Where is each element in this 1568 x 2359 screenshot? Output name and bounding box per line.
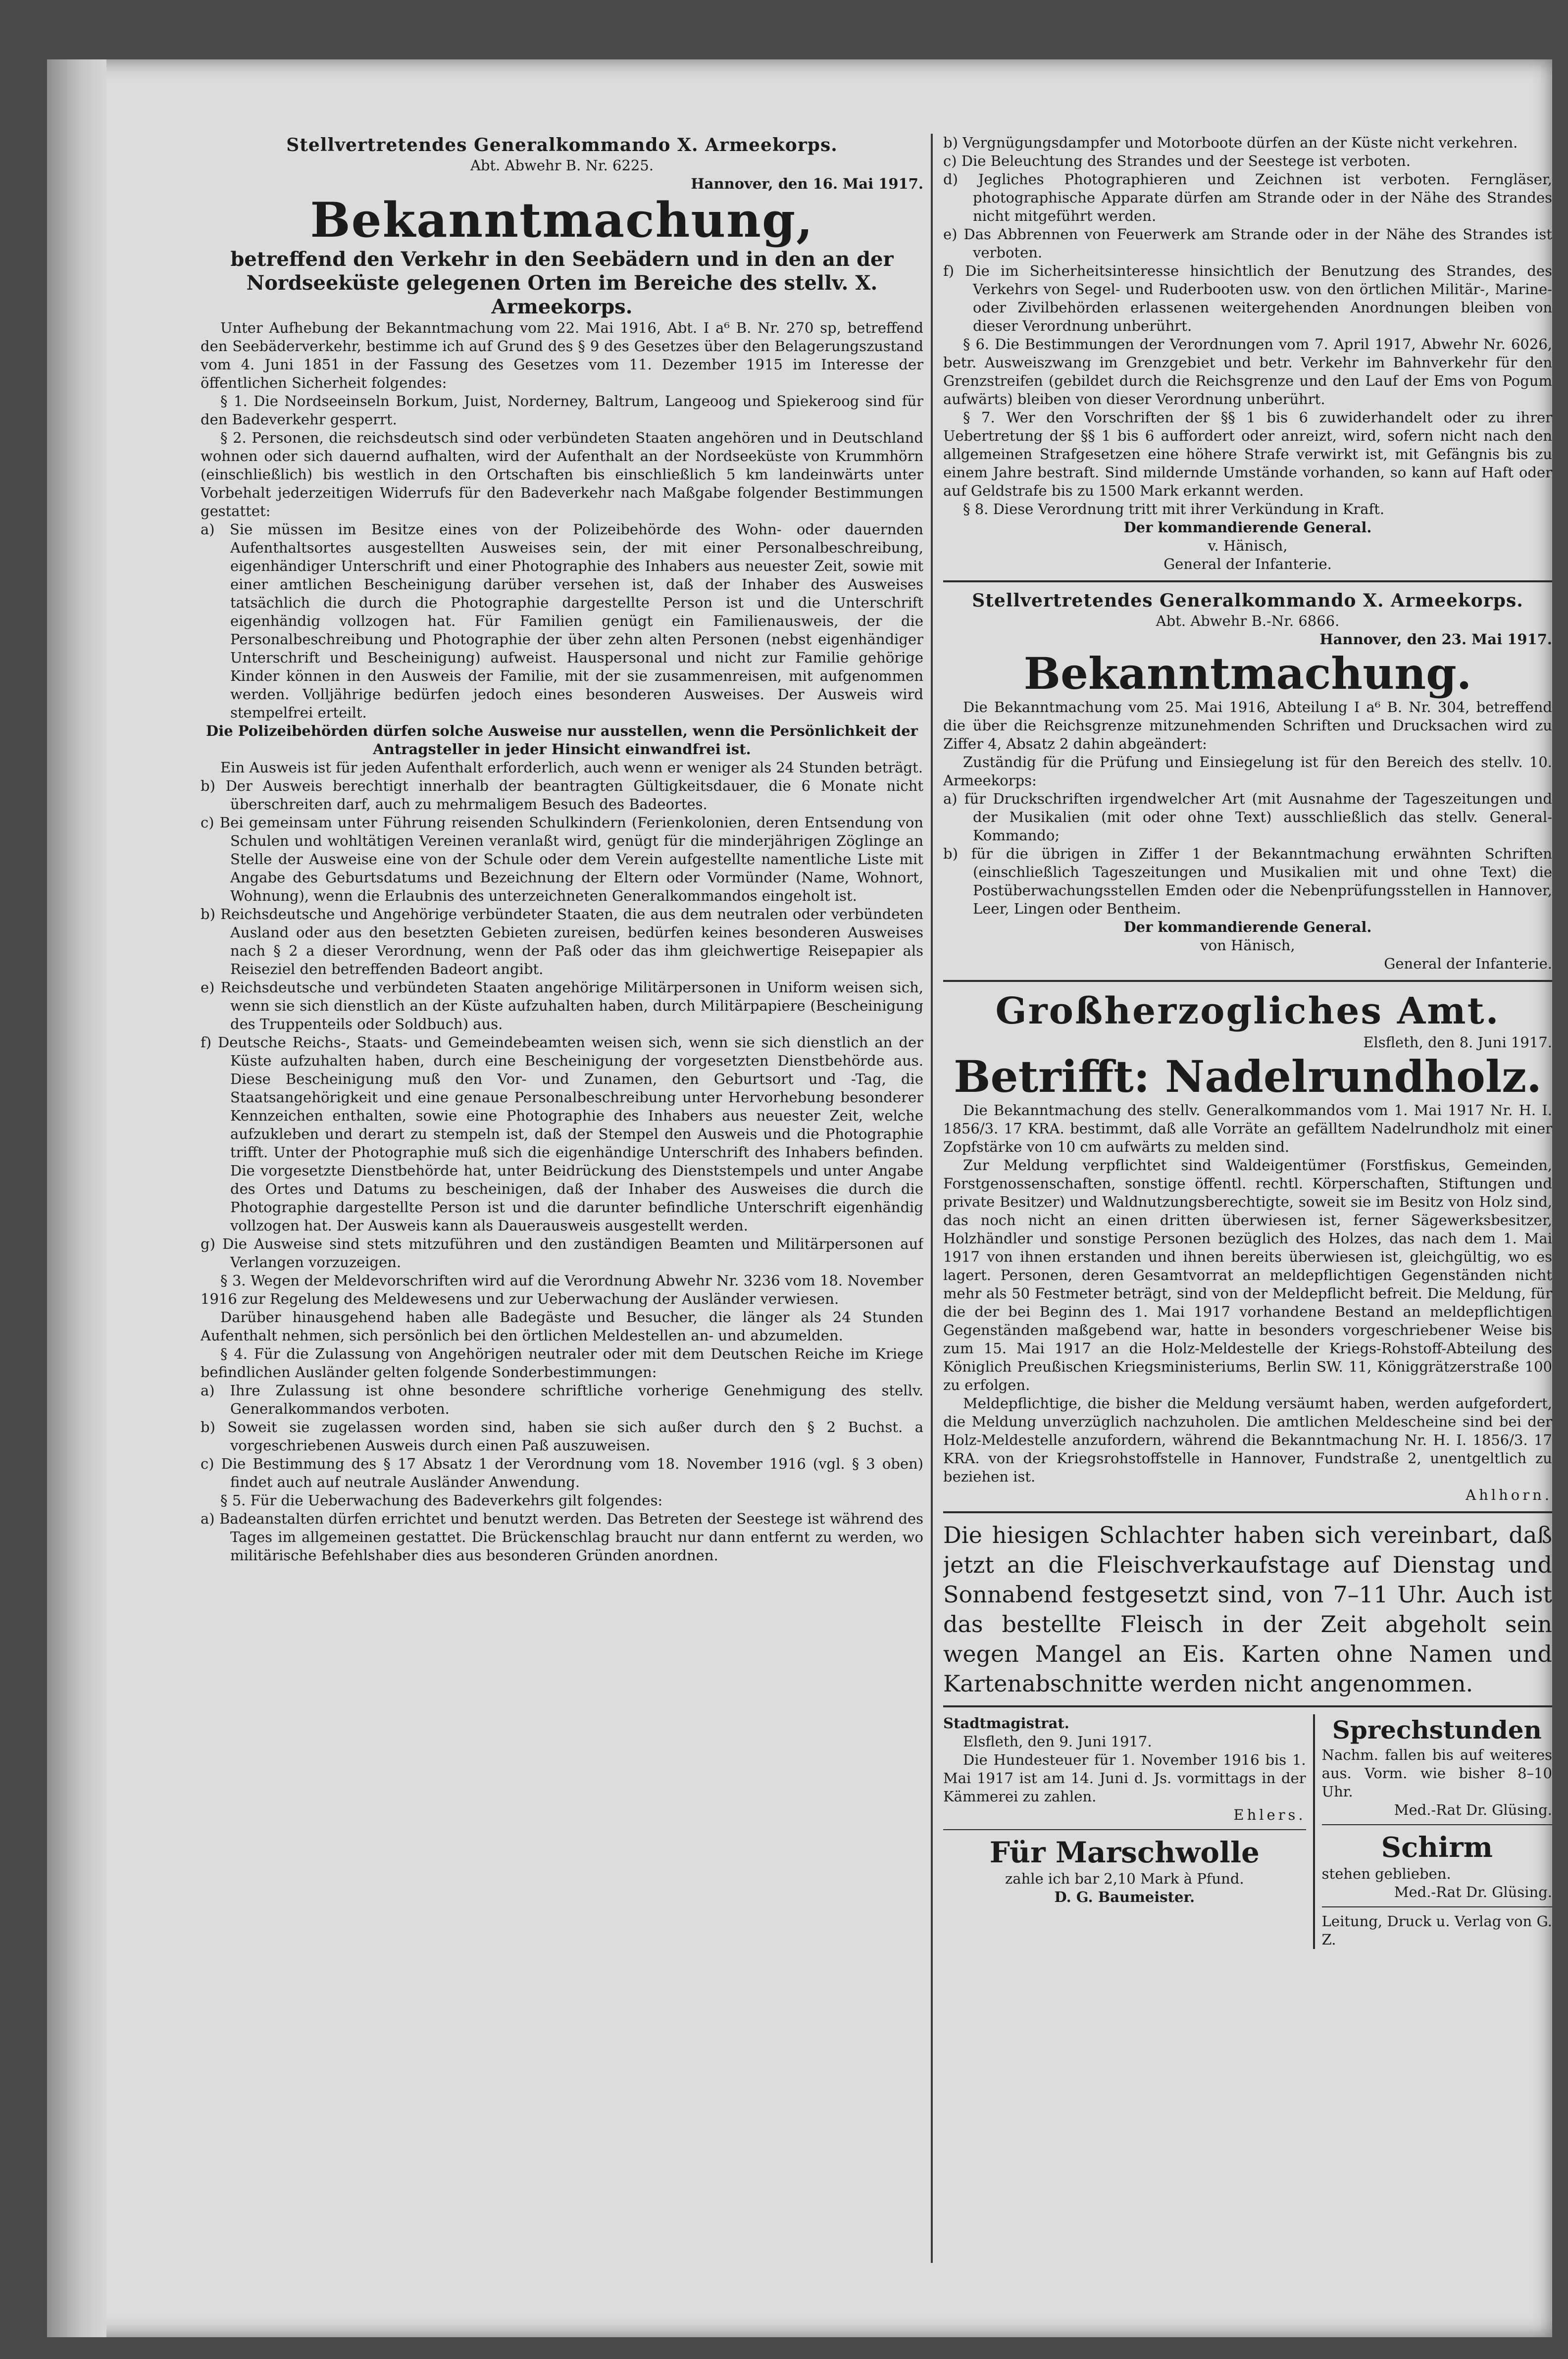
notice-title-3: Betrifft: Nadelrundholz. [954,1051,1542,1102]
right-item-e: e) Das Abbrennen von Feuerwerk am Strande oder in der Nähe des Strandes ist verboten. [943,226,1552,261]
section-5: § 5. Für die Ueberwachung des Badeverkehrs gilt folgendes: [220,1492,663,1509]
notice-title: Bekanntmachung, [310,192,814,248]
divider [1322,1824,1552,1825]
right-small-ads [1315,1714,1552,1949]
umbrella-ad-body: stehen geblieben. [1321,1865,1451,1882]
section-4b: b) Soweit sie zugelassen worden sind, haben sie sich außer durch den § 2 Buchst. a vorgeschriebenen Ausweis durch einen Paß auszuweisen. [201,1419,923,1454]
consultation-hours-body: Nachm. fallen bis auf weiteres aus. Vorm. wie bisher 8–10 Uhr. [1321,1746,1552,1800]
section-4a: a) Ihre Zulassung ist ohne besondere schriftliche vorherige Genehmigung des stellv. Generalkommandos verboten. [201,1382,923,1417]
notice-subtitle: betreffend den Verkehr in den Seebädern und in den an der Nordseeküste gelegenen Orten im Bereiche des stellv. X. Armeekorps. [230,248,894,318]
intro-text: Unter Aufhebung der Bekanntmachung vom 22. Mai 1916, Abt. I a⁶ B. Nr. 270 sp, betreffend den Seebäderverkehr, bestimme ich auf Grund des § 9 des Gesetzes über den Belagerungszustand vom 4. Juni 1851 in der Fassung des Gesetzes vom 11. Dezember 1915 im Interesse der öffentlichen Sicherheit folgendes: [201,319,923,391]
section-2: § 2. Personen, die reichsdeutsch sind oder verbündeten Staaten angehören und in Deutschland wohnen oder sich dauernd aufhalten, wird der Aufenthalt an der Nordseeküste von Krummhörn (einschließlich) bis westlich in den Ortschaften bis einschließlich 5 km landeinwärts unter Vorbehalt jederzeitigen Widerrufs für den Badeverkehr nach Maßgabe folgender Bestimmungen gestattet: [201,429,923,519]
section-2a: a) Sie müssen im Besitze eines von der Polizeibehörde des Wohn- oder dauernden Aufenthaltsortes ausgestellten Ausweises sein, der mit einer Personalbeschreibung, eigenhändiger Unterschrift und einer Photographie des Inhabers aus neuester Zeit, sowie mit einer amtlichen Bescheinigung darüber versehen ist, daß der Inhaber des Ausweises tatsächlich die durch die Photographie dargestellte Person ist und die Unterschrift eigenhändig vollzogen hat. Für Familien genügt ein Familienausweis, der die Personalbeschreibung und Photographie der über zehn alten Personen (nebst eigenhändiger Unterschrift und Bescheinigung) aufweist. Hauspersonal und nicht zur Familie gehörige Kinder können in den Ausweis der Familie, mit der sie zusammenreisen, mit aufgenommen werden. Volljährige bedürfen jedoch eines besonderen Ausweises. Der Ausweis wird stempelfrei erteilt. [201,521,923,721]
right-item-d: d) Jegliches Photographieren und Zeichnen ist verboten. Ferngläser, photographische Apparate dürfen am Strande oder in der Nähe des Strandes nicht mitgeführt werden. [943,171,1552,224]
magistrate-body: Die Hundesteuer für 1. November 1916 bis 1. Mai 1917 ist am 14. Juni d. Js. vormittags in der Kämmerei zu zahlen. [943,1751,1306,1805]
magistrate-heading: Stadtmagistrat. [943,1715,1069,1732]
dateline: Hannover, den 16. Mai 1917. [691,175,923,192]
section-2e: e) Reichsdeutsche und verbündeten Staaten angehörige Militärpersonen in Uniform weisen sich, wenn sie sich dienstlich an der Küste aufzuhalten haben, durch Militärpapiere (Bescheinigung des Truppenteils oder Soldbuch) aus. [201,979,923,1032]
umbrella-ad-signature: Med.-Rat Dr. Glüsing. [1394,1884,1552,1900]
wool-ad-signature: D. G. Baumeister. [1054,1889,1195,1905]
newspaper-page [47,59,1552,2337]
section-2d: b) Reichsdeutsche und Angehörige verbündeter Staaten, die aus dem neutralen oder verbündeten Ausland oder aus den besetzten Gebieten zureisen, bedürfen keines besonderen Ausweises nach § 2 a dieser Verordnung, wenn der Paß oder das ihm gleichwertige Reisepapier als Reiseziel den betreffenden Badeort angibt. [201,906,923,977]
signature-name-1: v. Hänisch, [1208,537,1288,554]
divider [943,580,1552,582]
authority-heading-3: Großherzogliches Amt. [995,990,1500,1032]
section-2a-bold: Die Polizeibehörden dürfen solche Ausweise nur ausstellen, wenn die Persönlichkeit der Antragsteller in jeder Hinsicht einwandfrei ist. [206,722,918,758]
column-divider [931,134,933,2263]
notice-title-2: Bekanntmachung. [1023,648,1472,699]
reference-number-2: Abt. Abwehr B.-Nr. 6866. [1156,613,1340,629]
notice-3-body-c: Meldepflichtige, die bisher die Meldung versäumt haben, werden aufgefordert, die Meldung unverzüglich nachzuholen. Die amtlichen Meldescheine sind bei der Holz-Meldestelle anzufordern, während die Bekanntmachung Nr. H. I. 1856/3. 17 KRA. von der Kriegsrohstoffstelle in Hannover, Fundstraße 2, unentgeltlich zu beziehen ist. [943,1395,1552,1485]
divider [943,980,1552,982]
page-binding [47,59,106,2337]
section-1: § 1. Die Nordseeinseln Borkum, Juist, Norderney, Baltrum, Langeoog und Spiekeroog sind für den Badeverkehr gesperrt. [201,393,923,428]
right-item-f: f) Die im Sicherheitsinteresse hinsichtlich der Benutzung des Strandes, des Verkehrs von Segel- und Ruderbooten usw. von den örtlichen Militär-, Marine- oder Zivilbehörden erlassenen weitergehenden Anordnungen bleiben von dieser Verordnung unberührt. [943,262,1552,334]
signature-name-2: von Hänisch, [1200,937,1295,954]
divider [943,1511,1552,1513]
divider [943,1705,1552,1707]
wool-ad-title: Für Marschwolle [989,1836,1260,1869]
notice-2-item-b: b) für die übrigen in Ziffer 1 der Bekanntmachung erwähnten Schriften (einschließlich Tageszeitungen und Musikalien mit und ohne Text) die Postüberwachungsstellen Emden oder die Nebenprüfungsstellen in Hannover, Leer, Lingen oder Bentheim. [943,845,1552,917]
signature-3: Ahlhorn. [1466,1487,1552,1503]
section-2f: f) Deutsche Reichs-, Staats- und Gemeindebeamten weisen sich, wenn sie sich dienstlich an der Küste aufzuhalten haben, durch eine Bescheinigung der vorgesetzten Dienstbehörde aus. Diese Bescheinigung muß den Vor- und Zunamen, den Geburtsort und -Tag, die Staatsangehörigkeit und eine genaue Personalbeschreibung unter Hervorhebung besonderer Kennzeichen enthalten, sowie eine Photographie des Inhabers aus neuester Zeit, welche aufzukleben und derart zu stempeln ist, daß der Stempel den Ausweis und die Photographie trifft. Unter der Photographie muß sich die eigenhändige Unterschrift des Inhabers befinden. Die vorgesetzte Dienstbehörde hat, unter Beidrückung des Dienststempels und unter Angabe des Ortes und Datums zu bescheinigen, daß der Inhaber des Ausweises die durch die Photographie dargestellte Person ist und die darunter befindliche Unterschrift eigenhändig vollzogen hat. Der Ausweis kann als Dauerausweis ausgestellt werden. [201,1034,923,1234]
section-3b: Darüber hinausgehend haben alle Badegäste und Besucher, die länger als 24 Stunden Aufenthalt nehmen, sich persönlich bei den örtlichen Meldestellen an- und abzumelden. [201,1309,923,1344]
section-3: § 3. Wegen der Meldevorschriften wird auf die Verordnung Abwehr Nr. 3236 vom 18. November 1916 zur Regelung des Meldewesens und zur Ueberwachung der Ausländer verwiesen. [201,1272,923,1307]
butcher-advertisement [943,1520,1552,1698]
left-column [201,134,923,2283]
notice-2-body: Die Bekanntmachung vom 25. Mai 1916, Abteilung I a⁶ B. Nr. 304, betreffend die über die Reichsgrenze mitzunehmenden Schriften und Drucksachen wird zu Ziffer 4, Absatz 2 dahin abgeändert: [943,699,1552,752]
signature-rank-1: General der Infanterie. [1163,556,1332,572]
authority-heading-2: Stellvertretendes Generalkommando X. Armeekorps. [972,590,1523,611]
signature-title-1: Der kommandierende General. [1123,519,1372,536]
signature-title-2: Der kommandierende General. [1123,919,1372,935]
section-5a: a) Badeanstalten dürfen errichtet und benutzt werden. Das Betreten der Seestege ist während des Tages im allgemeinen gestattet. Die Brückenschlag braucht nur dann entfernt zu werden, wo militärische Befehlshaber dies aus besonderen Gründen anordnen. [201,1510,923,1564]
right-section-6: § 6. Die Bestimmungen der Verordnungen vom 7. April 1917, Abwehr Nr. 6026, betr. Ausweiszwang im Grenzgebiet und betr. Verkehr im Bahnverkehr für den Grenzstreifen (gebildet durch die Reichsgrenze und den Lauf der Ems von Pogum aufwärts) bleiben von dieser Verordnung unberührt. [943,336,1552,408]
reference-number: Abt. Abwehr B. Nr. 6225. [470,157,654,174]
section-4: § 4. Für die Zulassung von Angehörigen neutraler oder mit dem Deutschen Reiche im Kriege befindlichen Ausländer gelten folgende Sonderbestimmungen: [201,1345,923,1381]
notice-3-body-b: Zur Meldung verpflichtet sind Waldeigentümer (Forstfiskus, Gemeinden, Forstgenossenschaften, sonstige öffentl. rechtl. Körperschaften, Stiftungen und private Besitzer) und Waldnutzungsberechtigte, soweit sie im Besitz von Holz sind, das noch nicht an einen dritten überwiesen ist, ferner Sägewerksbesitzer, Holzhändler und sonstige Personen bezüglich des Holzes, das nach dem 1. Mai 1917 von ihnen erstanden und ihnen bereits überwiesen ist, gleichgültig, wo es lagert. Personen, deren Gesamtvorrat an meldepflichtigen Gegenständen nicht mehr als 50 Festmeter beträgt, sind von der Meldepflicht befreit. Die Meldung, für die der bei Beginn des 1. Mai 1917 vorhandene Bestand an meldepflichtigen Gegenständen maßgebend war, hatte in besonders vorgeschriebener Weise bis zum 15. Mai 1917 an die Holz-Meldestelle der Kriegs-Rohstoff-Abteilung des Königlich Preußischen Kriegsministeriums, Berlin SW. 11, Königgrätzerstraße 100 zu erfolgen. [943,1157,1552,1393]
section-2c: c) Bei gemeinsam unter Führung reisenden Schulkindern (Ferienkolonien, deren Entsendung von Schulen und wohltätigen Vereinen veranlaßt wird, genügt für die minderjährigen Zöglinge an Stelle der Ausweise eine von der Schule oder dem Verein aufgestellte namentliche Liste mit Angabe des Geburtsdatums und Bezeichnung der Eltern oder Vormünder (Name, Wohnort, Wohnung), wenn die Erlaubnis des unterzeichneten Generalkommandos eingeholt ist. [201,814,923,904]
wool-ad-body: zahle ich bar 2,10 Mark à Pfund. [1005,1870,1244,1887]
consultation-hours-title: Sprechstunden [1332,1715,1542,1744]
dateline-3: Elsfleth, den 8. Juni 1917. [1363,1034,1552,1051]
magistrate-signature: Ehlers. [1233,1806,1306,1823]
imprint: Leitung, Druck u. Verlag von G. Z. [1321,1913,1552,1948]
dateline-2: Hannover, den 23. Mai 1917. [1319,631,1552,648]
notice-2-body-b: Zuständig für die Prüfung und Einsiegelung ist für den Bereich des stellv. 10. Armeekorps: [943,754,1552,789]
consultation-hours-signature: Med.-Rat Dr. Glüsing. [1394,1801,1552,1818]
section-2a-end: Ein Ausweis ist für jeden Aufenthalt erforderlich, auch wenn er weniger als 24 Stunden beträgt. [220,759,923,776]
section-2b: b) Der Ausweis berechtigt innerhalb der beantragten Gültigkeitsdauer, die 6 Monate nicht überschreiten darf, auch zu mehrmaligem Besuch des Badeortes. [201,777,923,813]
magistrate-date: Elsfleth, den 9. Juni 1917. [963,1733,1152,1750]
right-column [943,134,1552,2283]
right-section-8: § 8. Diese Verordnung tritt mit ihrer Verkündung in Kraft. [963,501,1385,517]
right-item-c: c) Die Beleuchtung des Strandes und der Seestege ist verboten. [943,153,1411,169]
section-4c: c) Die Bestimmung des § 17 Absatz 1 der Verordnung vom 18. November 1916 (vgl. § 3 oben) findet auch auf neutrale Ausländer Anwendung. [201,1455,923,1490]
notice-3-body: Die Bekanntmachung des stellv. Generalkommandos vom 1. Mai 1917 Nr. H. I. 1856/3. 17 KRA. bestimmt, daß alle Vorräte an gefälltem Nadelrundholz mit einer Zopfstärke von 10 cm aufwärts zu melden sind. [943,1102,1552,1155]
notice-2-item-a: a) für Druckschriften irgendwelcher Art (mit Ausnahme der Tageszeitungen und der Musikalien (mit oder ohne Text) ausschließlich das stellv. General-Kommando; [943,790,1552,844]
left-small-ads [943,1714,1315,1949]
authority-heading: Stellvertretendes Generalkommando X. Armeekorps. [286,135,838,155]
right-item-b: b) Vergnügungsdampfer und Motorboote dürfen an der Küste nicht verkehren. [943,134,1518,151]
right-section-7: § 7. Wer den Vorschriften der §§ 1 bis 6 zuwiderhandelt oder zu ihrer Uebertretung der §§ 1 bis 6 auffordert oder anreizt, wird, sofern nicht nach den allgemeinen Strafgesetzen eine höhere Strafe verwirkt ist, mit Gefängnis bis zu einem Jahre bestraft. Sind mildernde Umstände vorhanden, so kann auf Haft oder auf Geldstrafe bis zu 1500 Mark erkannt werden. [943,409,1552,499]
small-ads-row [943,1714,1552,1949]
signature-rank-2: General der Infanterie. [1384,955,1552,972]
section-2g: g) Die Ausweise sind stets mitzuführen und den zuständigen Beamten und Militärpersonen auf Verlangen vorzuzeigen. [201,1235,923,1271]
butcher-ad-text: Die hiesigen Schlachter haben sich vereinbart, daß jetzt an die Fleischverkaufstage auf Dienstag und Sonnabend festgesetzt sind, von 7–11 Uhr. Auch ist das bestellte Fleisch in der Zeit abgeholt sein wegen Mangel an Eis. Karten ohne Namen und Kartenabschnitte werden nicht angenommen. [943,1522,1552,1697]
divider [943,1829,1306,1830]
divider [1322,1906,1552,1907]
umbrella-ad-title: Schirm [1381,1831,1493,1864]
